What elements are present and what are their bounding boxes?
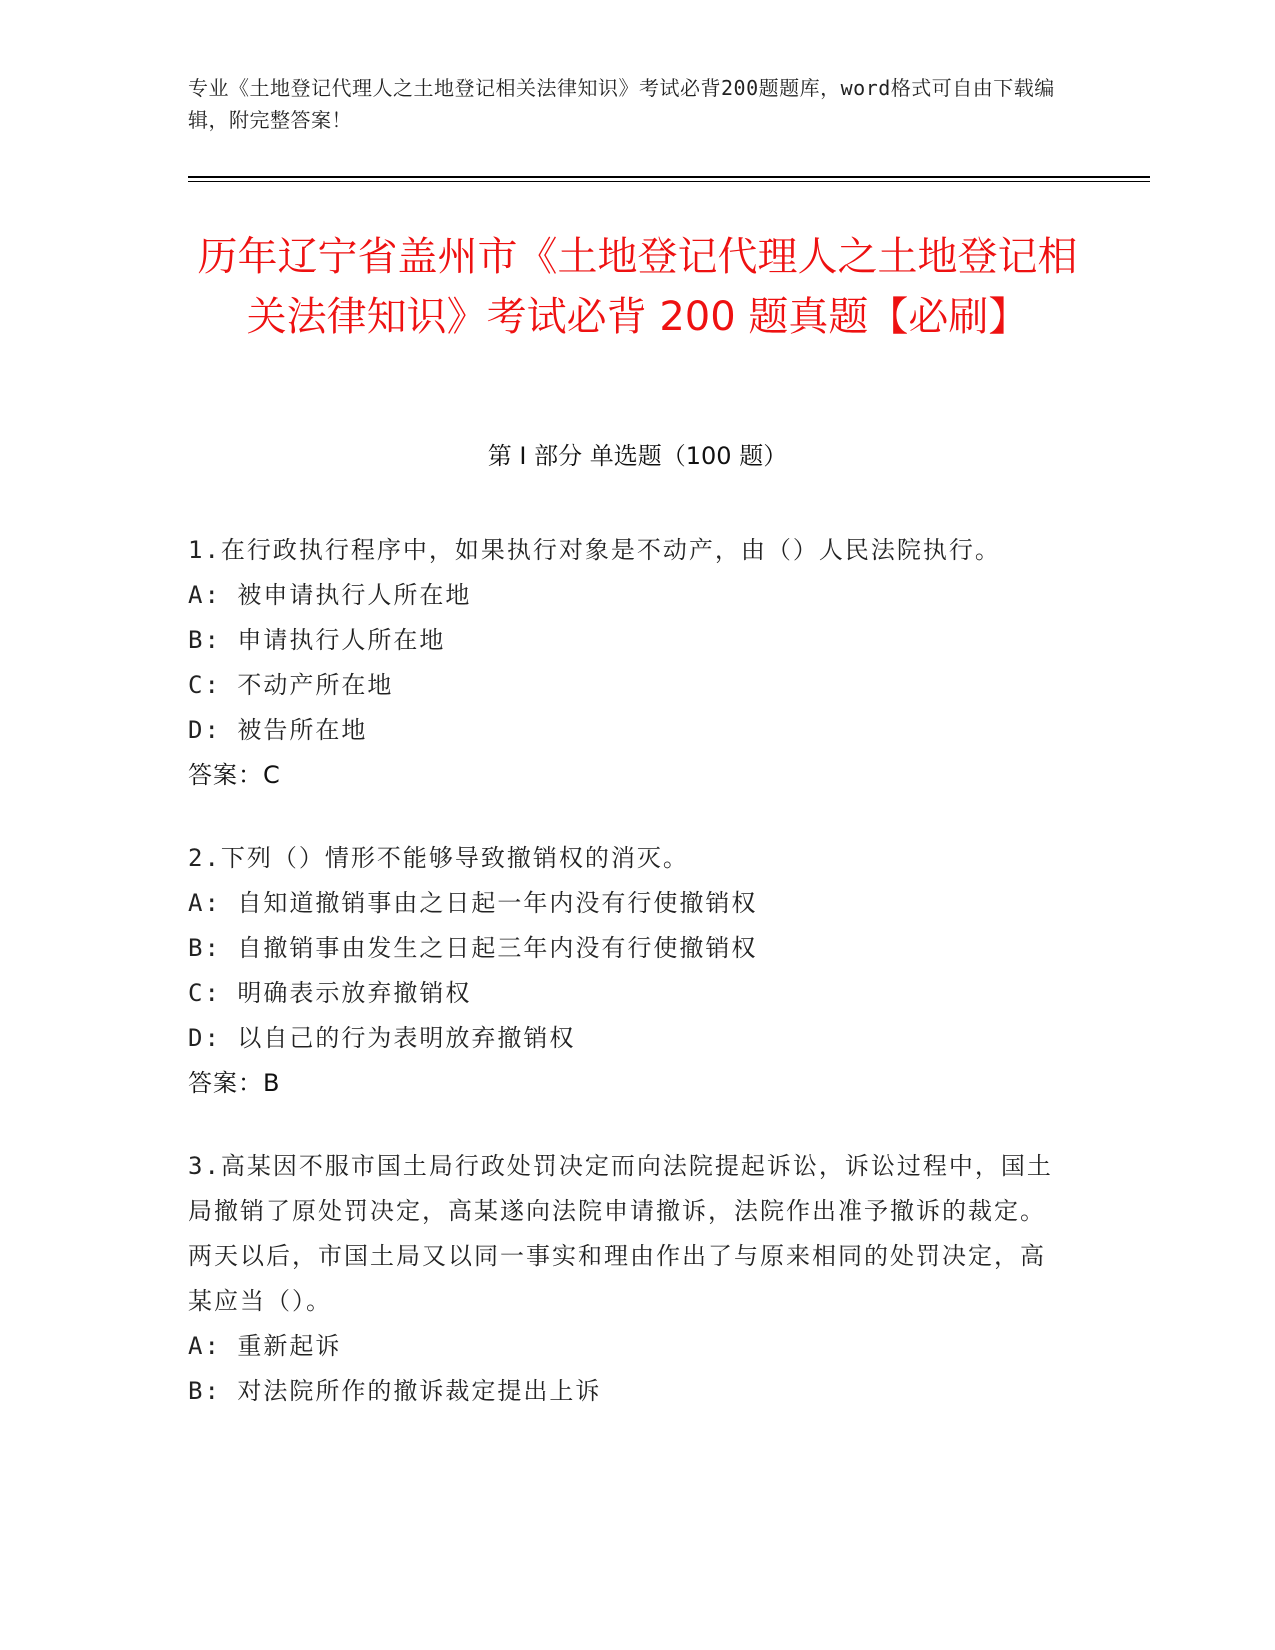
- question-2: [188, 836, 1068, 1106]
- option-a: A: 自知道撤销事由之日起一年内没有行使撤销权: [188, 889, 758, 917]
- header-rule-thin: [188, 181, 1150, 182]
- section-heading: 第 I 部分 单选题（100 题）: [487, 442, 788, 470]
- option-a: A: 重新起诉: [188, 1332, 342, 1360]
- answer: 答案：C: [188, 761, 281, 789]
- option-a: A: 被申请执行人所在地: [188, 581, 472, 609]
- option-c: C: 不动产所在地: [188, 671, 394, 699]
- header-note: 专业《土地登记代理人之土地登记相关法律知识》考试必背200题题库，word格式可自由下载编辑，附完整答案！: [188, 76, 1055, 132]
- option-d: D: 以自己的行为表明放弃撤销权: [188, 1024, 576, 1052]
- question-list: [188, 528, 1068, 1452]
- answer: 答案：B: [188, 1069, 281, 1097]
- question-stem: 3.高某因不服市国土局行政处罚决定而向法院提起诉讼，诉讼过程中，国土局撤销了原处罚决定，高某遂向法院申请撤诉，法院作出准予撤诉的裁定。两天以后，市国土局又以同一事实和理由作出了与原来相同的处罚决定，高某应当（）。: [188, 1152, 1053, 1315]
- option-c: C: 明确表示放弃撤销权: [188, 979, 472, 1007]
- header-rule-thick: [188, 176, 1150, 178]
- option-b: B: 申请执行人所在地: [188, 626, 446, 654]
- document-title: 历年辽宁省盖州市《土地登记代理人之土地登记相关法律知识》考试必背 200 题真题【必刷】: [197, 234, 1078, 340]
- question-1: [188, 528, 1068, 798]
- question-stem: 1.在行政执行程序中，如果执行对象是不动产，由（）人民法院执行。: [188, 536, 1001, 564]
- option-b: B: 自撤销事由发生之日起三年内没有行使撤销权: [188, 934, 758, 962]
- option-b: B: 对法院所作的撤诉裁定提出上诉: [188, 1377, 602, 1405]
- question-3: [188, 1144, 1068, 1414]
- option-d: D: 被告所在地: [188, 716, 368, 744]
- question-stem: 2.下列（）情形不能够导致撤销权的消灭。: [188, 844, 689, 872]
